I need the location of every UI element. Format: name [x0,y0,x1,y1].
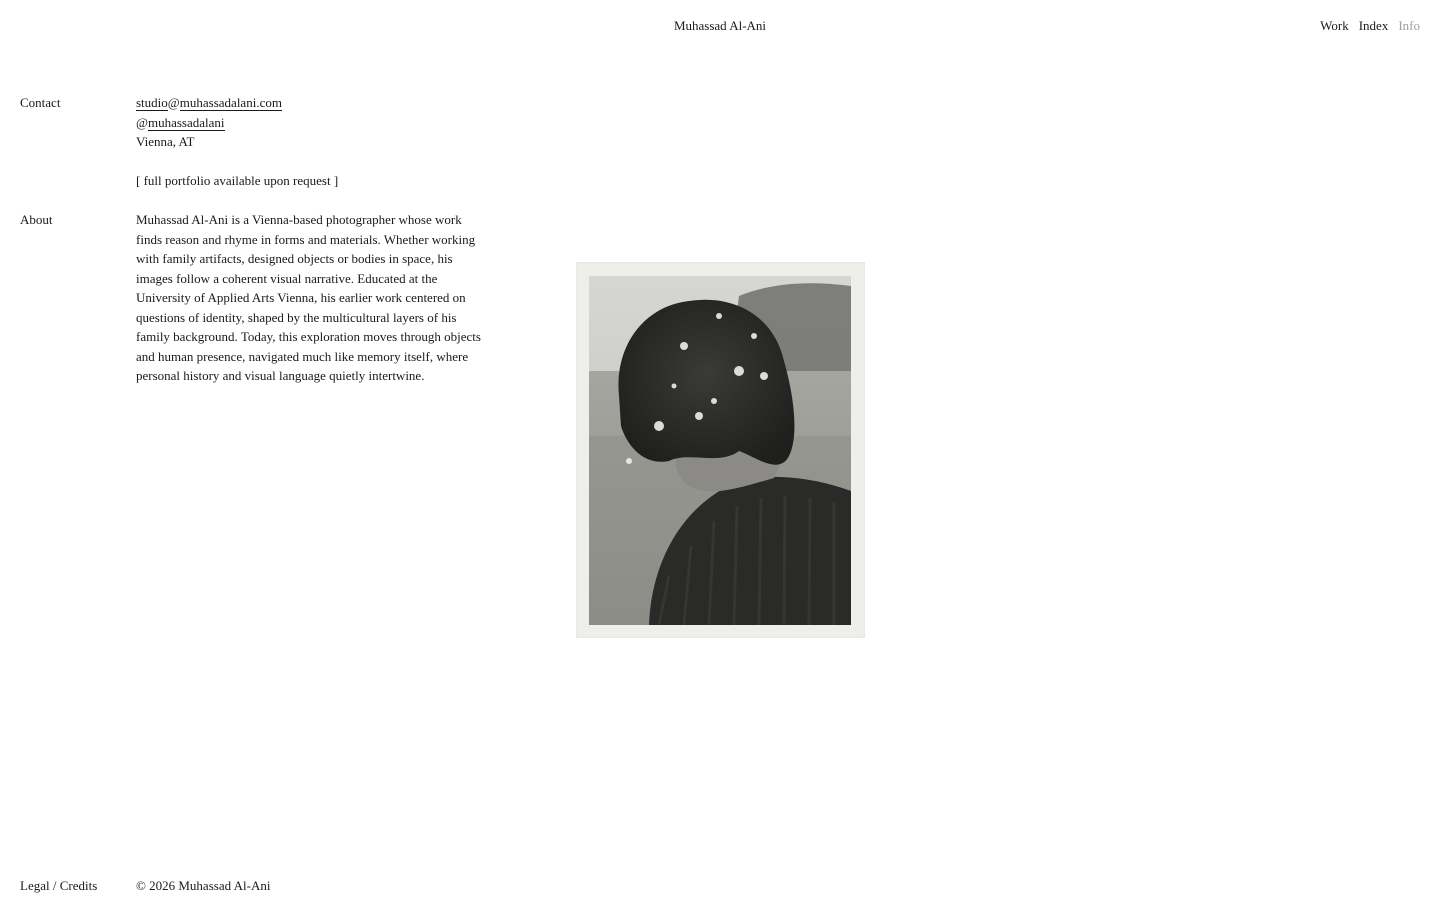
about-label: About [20,212,53,227]
about-text: Muhassad Al-Ani is a Vienna-based photographer whose work finds reason and rhyme in forms and materials. Whether working with family artifacts, designed objects or bodies in space, his images follow a coherent visual narrative. Educated at the University of Applied Arts Vienna, his earlier work centered on questions of identity, shaped by the multicultural layers of his family background. Today, this exploration moves through objects and human presence, navigated much like memory itself, where personal history and visual language quietly intertwine. [136,212,481,383]
instagram-line [136,113,496,133]
email-link-domain[interactable]: muhassadalani.com [179,95,282,110]
email-at: @ [167,95,180,110]
instagram-link[interactable]: muhassadalani [147,114,225,130]
site-title-link[interactable]: Muhassad Al-Ani [673,18,767,33]
email-line [136,93,496,113]
nav-info[interactable]: Info [1398,18,1420,33]
email-link-user[interactable]: studio [136,95,168,110]
contact-label: Contact [20,95,61,110]
contact-block [136,93,496,191]
portrait-image[interactable] [576,262,865,638]
portrait-photo [589,276,851,625]
main-nav [1320,16,1420,36]
nav-work[interactable]: Work [1320,18,1349,33]
legal-credits-link[interactable]: Legal / Credits [20,878,98,893]
location: Vienna, AT [136,134,195,149]
handle-prefix: @ [136,114,148,130]
nav-index[interactable]: Index [1358,18,1389,33]
copyright: © 2026 Muhassad Al-Ani [136,878,271,893]
site-title[interactable] [0,16,1440,36]
spacer [136,152,496,172]
portfolio-note: [ full portfolio available upon request ] [136,173,339,188]
